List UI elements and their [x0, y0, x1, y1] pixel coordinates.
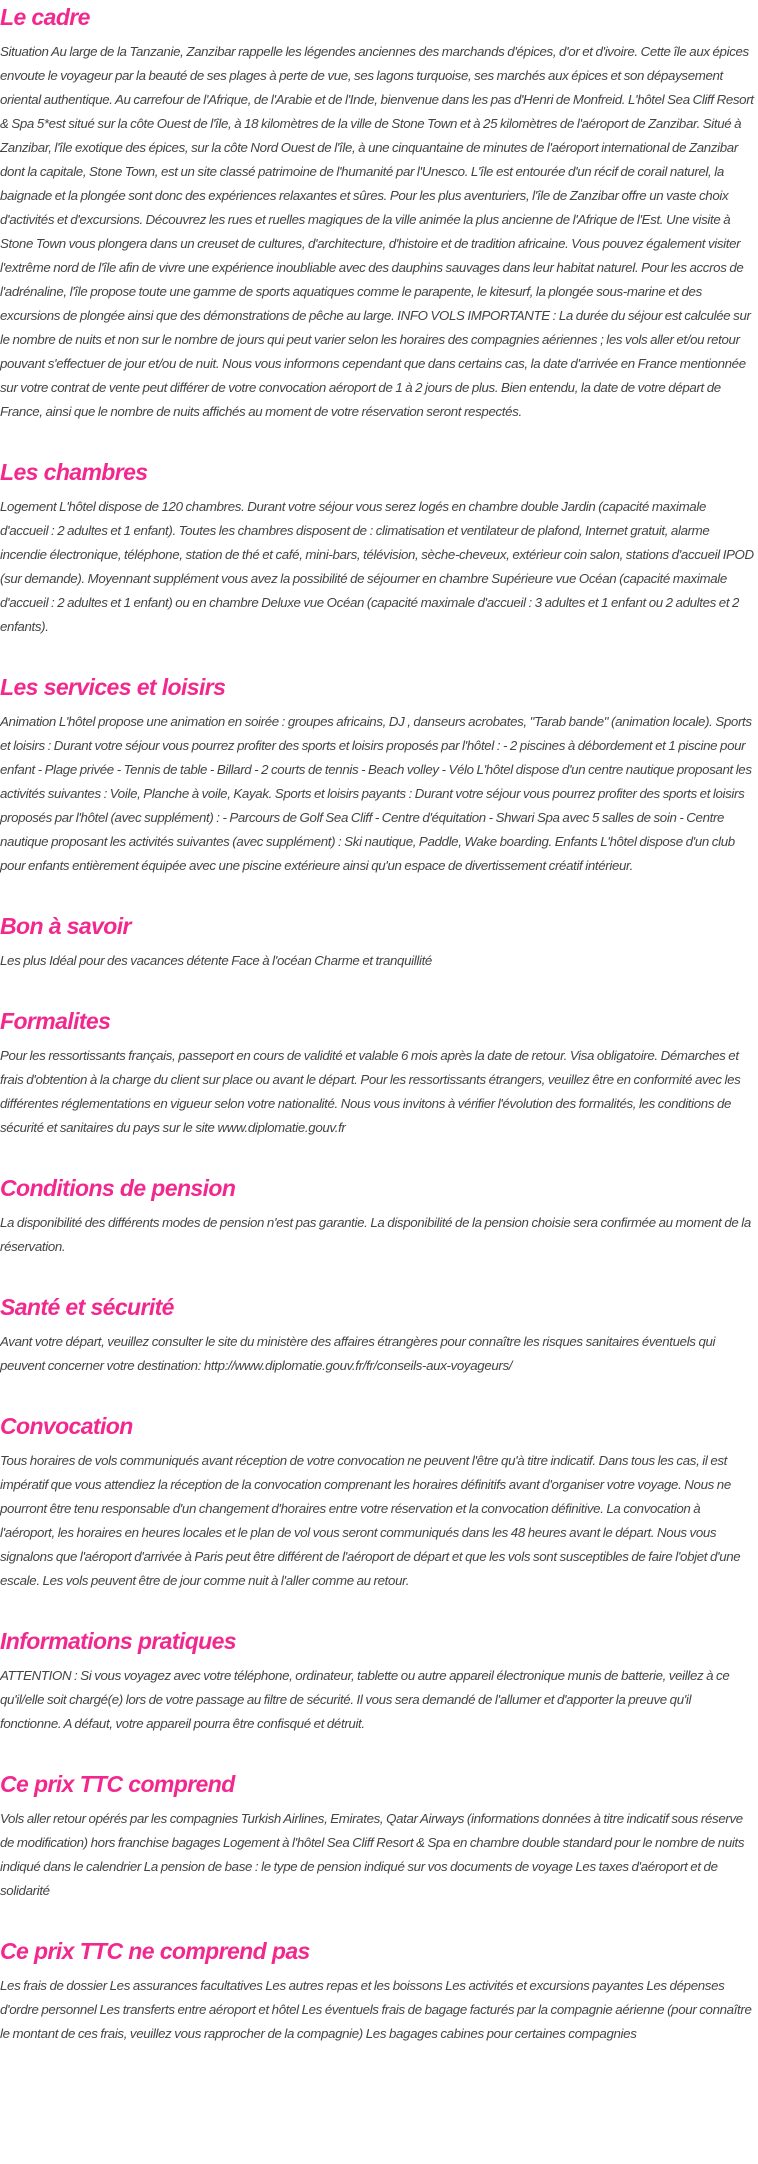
section-title: Formalites [0, 1008, 111, 1034]
section-body: Logement L'hôtel dispose de 120 chambres. Durant votre séjour vous serez logés en chambre double Jardin (capacité maximale d'accueil : 2 adultes et 1 enfant). Toutes les chambres disposent de : climatisation et ventilateur de plafond, Internet gratuit, alarme incendie électronique, téléphone, station de thé et café, mini-bars, télévision, sèche-cheveux, extérieur coin salon, stations d'accueil IPOD (sur demande). Moyennant supplément vous avez la possibilité de séjourner en chambre Supérieure vue Océan (capacité maximale d'accueil : 2 adultes et 1 enfant) ou en chambre Deluxe vue Océan (capacité maximale d'accueil : 3 adultes et 1 enfant ou 2 adultes et 2 enfants). [0, 499, 754, 634]
section-title: Bon à savoir [0, 913, 131, 939]
section-title: Conditions de pension [0, 1175, 236, 1201]
section-les-chambres [0, 455, 754, 639]
section-bon-a-savoir [0, 909, 754, 973]
section-title: Les services et loisirs [0, 674, 226, 700]
section-sante-securite [0, 1290, 754, 1378]
section-prix-comprend [0, 1767, 754, 1903]
section-informations-pratiques [0, 1624, 754, 1736]
section-title: Ce prix TTC comprend [0, 1771, 235, 1797]
section-title: Convocation [0, 1413, 133, 1439]
section-title: Santé et sécurité [0, 1294, 174, 1320]
section-title: Le cadre [0, 4, 90, 30]
section-services-loisirs [0, 670, 754, 878]
section-prix-ne-comprend-pas [0, 1934, 754, 2046]
section-body: Situation Au large de la Tanzanie, Zanzibar rappelle les légendes anciennes des marchands d'épices, d'or et d'ivoire. Cette île aux épices envoute le voyageur par la beauté de ses plages à perte de vue, ses lagons turquoise, ses marchés aux épices et son dépaysement oriental authentique. Au carrefour de l'Afrique, de l'Arabie et de l'Inde, bienvenue dans les pas d'Henri de Monfreid. L'hôtel Sea Cliff Resort & Spa 5*est situé sur la côte Ouest de l'île, à 18 kilomètres de la ville de Stone Town et à 25 kilomètres de l'aéroport de Zanzibar. Situé à Zanzibar, l'île exotique des épices, sur la côte Nord Ouest de l'île, à une cinquantaine de minutes de l'aéroport international de Zanzibar dont la capitale, Stone Town, est un site classé patrimoine de l'humanité par l'Unesco. L'île est entourée d'un récif de corail naturel, la baignade et la plongée sont donc des expériences relaxantes et sûres. Pour les plus aventuriers, l'île de Zanzibar offre un vaste choix d'activités et d'excursions. Découvrez les rues et ruelles magiques de la ville animée la plus ancienne de l'Afrique de l'Est. Une visite à Stone Town vous plongera dans un creuset de cultures, d'architecture, d'histoire et de tradition africaine. Vous pouvez également visiter l'extrême nord de l'île afin de vivre une expérience inoubliable avec des dauphins sauvages dans leur habitat naturel. Pour les accros de l'adrénaline, l'île propose toute une gamme de sports aquatiques comme le parapente, le kitesurf, la plongée sous-marine et des excursions de plongée ainsi que des démonstrations de pêche au large. INFO VOLS IMPORTANTE : La durée du séjour est calculée sur le nombre de nuits et non sur le nombre de jours qui peut varier selon les horaires des compagnies aériennes ; les vols aller et/ou retour pouvant s'effectuer de jour et/ou de nuit. Nous vous informons cependant que dans certains cas, la date d'arrivée en France mentionnée sur votre contrat de vente peut différer de votre convocation aéroport de 1 à 2 jours de plus. Bien entendu, la date de votre départ de France, ainsi que le nombre de nuits affichés au moment de votre réservation seront respectés. [0, 44, 754, 419]
section-body: ATTENTION : Si vous voyagez avec votre téléphone, ordinateur, tablette ou autre appareil électronique munis de batterie, veillez à ce qu'il/elle soit chargé(e) lors de votre passage au filtre de sécurité. Il vous sera demandé de l'allumer et d'apporter la preuve qu'il fonctionne. A défaut, votre appareil pourra être confisqué et détruit. [0, 1668, 730, 1731]
section-body: Vols aller retour opérés par les compagnies Turkish Airlines, Emirates, Qatar Airways (informations données à titre indicatif sous réserve de modification) hors franchise bagages Logement à l'hôtel Sea Cliff Resort & Spa en chambre double standard pour le nombre de nuits indiqué dans le calendrier La pension de base : le type de pension indiqué sur vos documents de voyage Les taxes d'aéroport et de solidarité [0, 1811, 745, 1898]
section-body: La disponibilité des différents modes de pension n'est pas garantie. La disponibilité de la pension choisie sera confirmée au moment de la réservation. [0, 1215, 751, 1254]
section-body: Les plus Idéal pour des vacances détente Face à l'océan Charme et tranquillité [0, 953, 432, 968]
section-title: Informations pratiques [0, 1628, 236, 1654]
section-body: Pour les ressortissants français, passeport en cours de validité et valable 6 mois après la date de retour. Visa obligatoire. Démarches et frais d'obtention à la charge du client sur place ou avant le départ. Pour les ressortissants étrangers, veuillez être en conformité avec les différentes réglementations en vigueur selon votre nationalité. Nous vous invitons à vérifier l'évolution des formalités, les conditions de sécurité et sanitaires du pays sur le site www.diplomatie.gouv.fr [0, 1048, 741, 1135]
section-title: Ce prix TTC ne comprend pas [0, 1938, 310, 1964]
section-title: Les chambres [0, 459, 148, 485]
section-conditions-pension [0, 1171, 754, 1259]
section-body: Avant votre départ, veuillez consulter le site du ministère des affaires étrangères pour connaître les risques sanitaires éventuels qui peuvent concerner votre destination: http://www.diplomatie.gouv.fr/fr/conseils-aux-voyageurs/ [0, 1334, 716, 1373]
section-body: Animation L'hôtel propose une animation en soirée : groupes africains, DJ , danseurs acrobates, "Tarab bande" (animation locale). Sports et loisirs : Durant votre séjour vous pourrez profiter des sports et loisirs proposés par l'hôtel : - 2 piscines à débordement et 1 piscine pour enfant - Plage privée - Tennis de table - Billard - 2 courts de tennis - Beach volley - Vélo L'hôtel dispose d'un centre nautique proposant les activités suivantes : Voile, Planche à voile, Kayak. Sports et loisirs payants : Durant votre séjour vous pourrez profiter des sports et loisirs proposés par l'hôtel (avec supplément) : - Parcours de Golf Sea Cliff - Centre d'équitation - Shwari Spa avec 5 salles de soin - Centre nautique proposant les activités suivantes (avec supplément) : Ski nautique, Paddle, Wake boarding. Enfants L'hôtel dispose d'un club pour enfants entièrement équipée avec une piscine extérieure ainsi qu'un espace de divertissement créatif intérieur. [0, 714, 752, 873]
section-le-cadre [0, 0, 754, 424]
section-convocation [0, 1409, 754, 1593]
section-formalites [0, 1004, 754, 1140]
section-body: Les frais de dossier Les assurances facultatives Les autres repas et les boissons Les activités et excursions payantes Les dépenses d'ordre personnel Les transferts entre aéroport et hôtel Les éventuels frais de bagage facturés par la compagnie aérienne (pour connaître le montant de ces frais, veuillez vous rapprocher de la compagnie) Les bagages cabines pour certaines compagnies [0, 1978, 752, 2041]
section-body: Tous horaires de vols communiqués avant réception de votre convocation ne peuvent l'être qu'à titre indicatif. Dans tous les cas, il est impératif que vous attendiez la réception de la convocation comprenant les horaires définitifs avant d'organiser votre voyage. Nous ne pourront être tenu responsable d'un changement d'horaires entre votre réservation et la convocation définitive. La convocation à l'aéroport, les horaires en heures locales et le plan de vol vous seront communiqués dans les 48 heures avant le départ. Nous vous signalons que l'aéroport d'arrivée à Paris peut être différent de l'aéroport de départ et que les vols sont susceptibles de faire l'objet d'une escale. Les vols peuvent être de jour comme nuit à l'aller comme au retour. [0, 1453, 741, 1588]
